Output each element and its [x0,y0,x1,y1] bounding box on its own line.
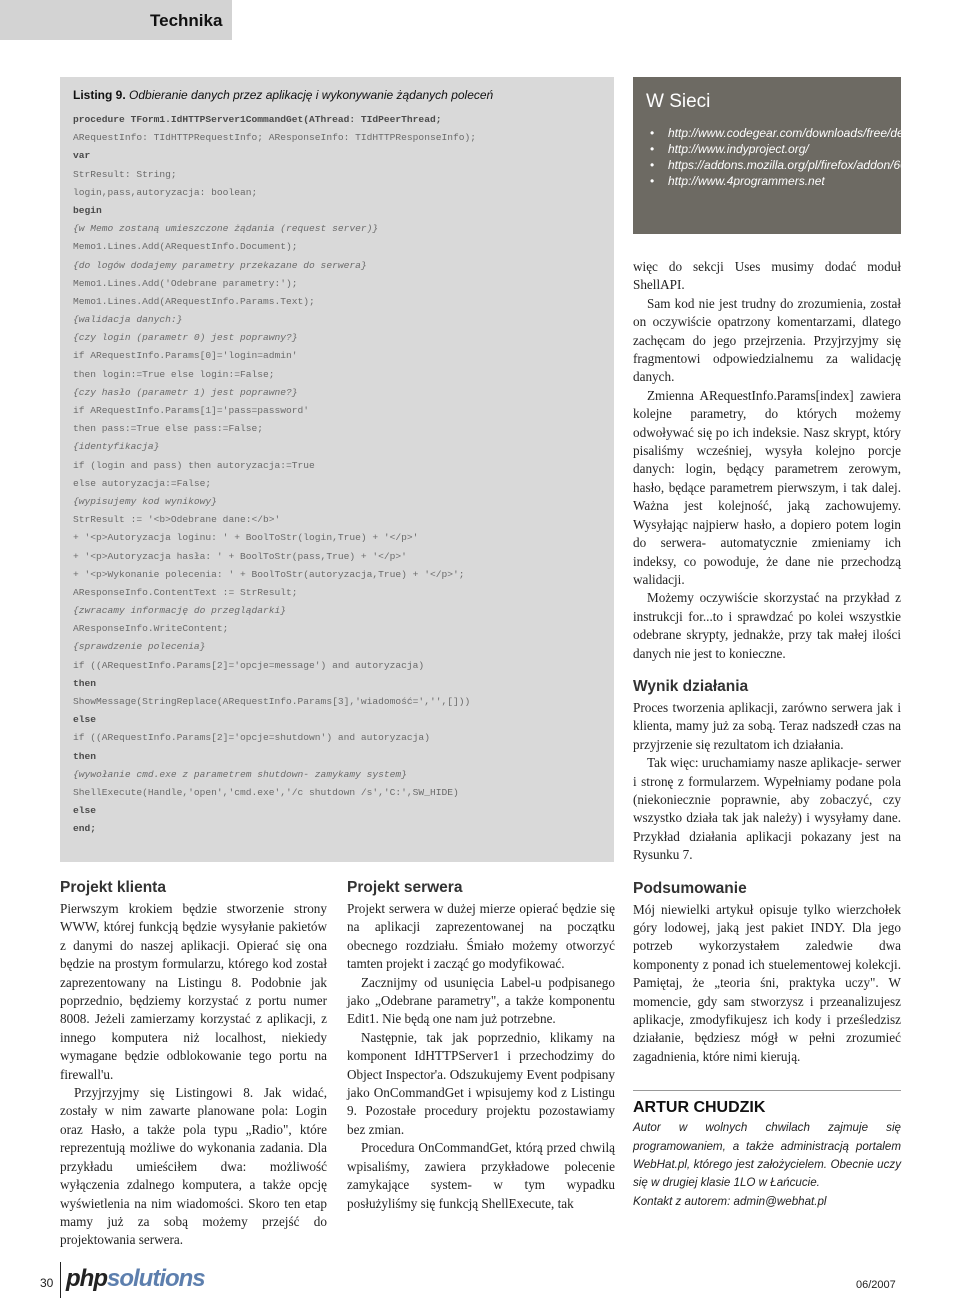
listing-title: Odbieranie danych przez aplikację i wykonywanie żądanych poleceń [129,88,494,102]
code-line: {identyfikacja} [73,441,160,453]
listing-caption [73,86,600,106]
code-line: StrResult := '<b>Odebrane dane:</b>' [73,514,281,526]
paragraph: Projekt serwera w dużej mierze opierać będzie się na aplikacji zaprezentowanej na początku obecnego rozdziału. Śmiało możemy otworzyć tamten projekt i zacząć go modyfikować. [347,901,615,972]
code-line: then [73,750,97,762]
footer-divider [60,1262,61,1298]
author-name: ARTUR CHUDZIK [633,1099,766,1117]
code-line: {w Memo zostaną umieszczone żądania (request server)} [73,223,379,235]
web-links-list [646,125,923,189]
code-line: procedure TForm1.IdHTTPServer1CommandGet(AThread: TIdPeerThread; [73,114,442,125]
listing-label: Listing 9. [73,88,126,102]
paragraph: Mój niewielki artykuł opisuje tylko wierzchołek góry lodowej, jaką jest pakiet INDY. Dla jego potrzeb wykorzystałem zaledwie dwa komponenty z ponad ich stuelementowej kolekcji. Pamiętaj, że „teoria śni, praktyka uczy". W momencie, gdy sam stworzysz i przeanalizujesz aplikacje, zmodyfikujesz ich kody i prześledzisz działanie, będziesz mógł w pełni zrozumieć zagadnienia, które nimi kierują. [633,901,901,1064]
code-line: login,pass,autoryzacja: boolean; [73,186,258,198]
code-listing [60,77,614,862]
code-line: ShellExecute(Handle,'open','cmd.exe','/c shutdown /s','C:',SW_HIDE) [73,786,459,798]
code-line: if ((ARequestInfo.Params[2]='opcje=shutdown') and autoryzacja) [73,732,430,744]
paragraph: Zmienna ARequestInfo.Params[index] zawiera kolejne parametry, do których możemy odwoływać się po ich indeksie. Nasz skrypt, który pisaliśmy wcześniej, wysyła kolejno porcje danych: login, będący parametrem zerowym, hasło, będące parametrem pierwszym, i tak dalej. Ważna jest kolejność, jaką zachowujemy. Wysyłając najpierw hasło, a dopiero potem login do serwera- automatycznie zmieniamy ich indeksy, co powoduje, że dane nie przechodzą walidacji. [633,387,901,587]
paragraph: Przyjrzyjmy się Listingowi 8. Jak widać, zostały w nim zawarte planowane pola: Login oraz Hasło, a także pola typu „Radio", które reprezentują możliwe do wykonania zadania. Dla przykładu umieściłem dwa: możliwość wyłączenia zdalnego komputera, a także opcję wyświetlenia na nim wiadomości. Skoro ten etap mamy już za sobą możemy przejść do projektowania serwera. [60,1085,327,1248]
paragraph: Zacznijmy od usunięcia Label-u podpisanego jako „Odebrane parametry", a także komponentu Edit1. Nie będą one nam już potrzebne. [347,974,615,1027]
code-line: {zwracamy informację do przeglądarki} [73,605,287,617]
code-block [73,111,600,839]
paragraph: Tak więc: uruchamiamy nasze aplikacje- serwer i stronę z formularzem. Wypełniamy podane pola (niekoniecznie poprawnie, aby zobaczyć, czy wszystko działa tak jak należy) i wysyłamy dane. Przykład działania aplikacji pokazany jest na Rysunku 7. [633,755,901,863]
code-line: if ((ARequestInfo.Params[2]='opcje=message') and autoryzacja) [73,659,425,671]
code-line: begin [73,204,102,216]
code-line: {do logów dodajemy parametry przekazane do serwera} [73,259,367,271]
code-line: {czy hasło (parametr 1) jest poprawne?} [73,386,298,398]
code-line: else [73,805,97,817]
logo-solutions: solutions [106,1265,205,1292]
code-line: + '<p>Autoryzacja loginu: ' + BoolToStr(login,True) + '</p>' [73,532,419,544]
code-line: ARequestInfo: TIdHTTPRequestInfo; AResponseInfo: TIdHTTPResponseInfo); [73,132,477,144]
code-line: Memo1.Lines.Add(ARequestInfo.Params.Text); [73,295,315,307]
paragraph: Pierwszym krokiem będzie stworzenie strony WWW, której funkcją będzie wysyłanie pakietów z danymi do naszej aplikacji. Opierać się ona będzie na prostym formularzu, którego kod został zaprezentowany na Listingu 8. Podobnie jak poprzednio, będziemy korzystać z portu numer 8008. Jeżeli zamierzamy korzystać z aplikacji, z innego komputera niż localhost, niekiedy wymagane będzie odblokowanie tego portu na firewall'u. [60,901,327,1082]
magazine-logo [66,1266,205,1292]
code-line: if (login and pass) then autoryzacja:=True [73,459,315,471]
code-line: then pass:=True else pass:=False; [73,423,263,435]
heading-result: Wynik działania [633,677,749,695]
section-tab: Technika [0,0,232,40]
issue-date: 06/2007 [856,1279,896,1291]
code-line: if ARequestInfo.Params[1]='pass=password' [73,405,310,416]
code-line: {wywołanie cmd.exe z parametrem shutdown- zamykamy system} [73,768,407,780]
code-line: + '<p>Wykonanie polecenia: ' + BoolToStr(autoryzacja,True) + '</p>'; [73,568,465,580]
code-line: if ARequestInfo.Params[0]='login=admin' [73,350,298,362]
web-link[interactable]: • https://addons.mozilla.org/pl/firefox/addon/60 [646,157,889,173]
code-line: var [73,150,91,162]
paragraph: Procedura OnCommandGet, którą przed chwilą wpisaliśmy, zawiera przykładowe polecenie zamykające system- w tym wypadku posłużyliśmy się funkcją ShellExecute, tak [347,1140,615,1211]
code-line: then [73,677,97,689]
code-line: AResponseInfo.WriteContent; [73,623,229,635]
code-line: + '<p>Autoryzacja hasła: ' + BoolToStr(pass,True) + '</p>' [73,550,407,562]
web-resources-box [633,77,923,234]
paragraph: Proces tworzenia aplikacji, zarówno serwera jak i klienta, mamy już za sobą. Teraz nadszedł czas na przyjrzenie się rezultatom ich działania. [633,699,901,752]
heading-client-project: Projekt klienta [60,879,166,896]
code-line: Memo1.Lines.Add('Odebrane parametry:'); [73,277,298,289]
web-link[interactable]: • http://www.codegear.com/downloads/free/delphi [646,125,889,141]
logo-php: php [66,1265,107,1292]
code-line: end; [73,823,97,835]
web-link[interactable]: • http://www.indyproject.org/ [646,141,889,157]
paragraph: Możemy oczywiście skorzystać na przykład z instrukcji for...to i sprawdzać po kolei wszystkie odebrane skrypty, jednakże, przy tak małej ilości danych nie jest to konieczne. [633,590,901,661]
paragraph: Następnie, tak jak poprzednio, klikamy na komponent IdHTTPServer1 i przechodzimy do Object Inspector'a. Odszukujemy Event podpisany jako OnCommandGet i wpisujemy kod z Listingu 9. Pozostałe procedury projektu pozostawiamy bez zmian. [347,1029,615,1137]
code-line: else [73,714,97,726]
code-line: ShowMessage(StringReplace(ARequestInfo.Params[3],'wiadomość=','',[])) [73,696,471,707]
code-line: else autoryzacja:=False; [73,477,212,489]
code-line: {sprawdzenie polecenia} [73,641,206,653]
middle-column [347,878,615,1213]
code-line: {walidacja danych:} [73,314,183,326]
paragraph: więc do sekcji Uses musimy dodać moduł ShellAPI. [633,259,901,293]
code-line: {czy login (parametr 0) jest poprawny?} [73,332,298,344]
code-line: AResponseInfo.ContentText := StrResult; [73,586,298,598]
heading-server-project: Projekt serwera [347,879,463,896]
code-line: then login:=True else login:=False; [73,368,275,380]
paragraph: Sam kod nie jest trudny do zrozumienia, został on oczywiście opatrzony komentarzami, dlatego zachęcam do jego przejrzenia. Przyjrzyjmy się fragmentowi odpowiedzialnemu za walidację danych. [633,295,901,385]
web-box-title: W Sieci [646,91,711,112]
code-line: Memo1.Lines.Add(ARequestInfo.Document); [73,241,298,253]
left-column [60,878,327,1250]
code-line: StrResult: String; [73,168,177,180]
heading-summary: Podsumowanie [633,879,747,897]
web-link[interactable]: • http://www.4programmers.net [646,173,889,189]
author-divider [633,1090,901,1091]
author-contact: Kontakt z autorem: admin@webhat.pl [633,1194,827,1208]
right-column [633,258,901,1211]
page-number: 30 [40,1276,54,1290]
code-line: {wypisujemy kod wynikowy} [73,495,217,507]
author-bio: Autor w wolnych chwilach zajmuje się programowaniem, a także administracją portalem WebHat.pl, którego jest założycielem. Obecnie uczy się w drugiej klasie 1LO w Łańcucie. [633,1121,901,1190]
